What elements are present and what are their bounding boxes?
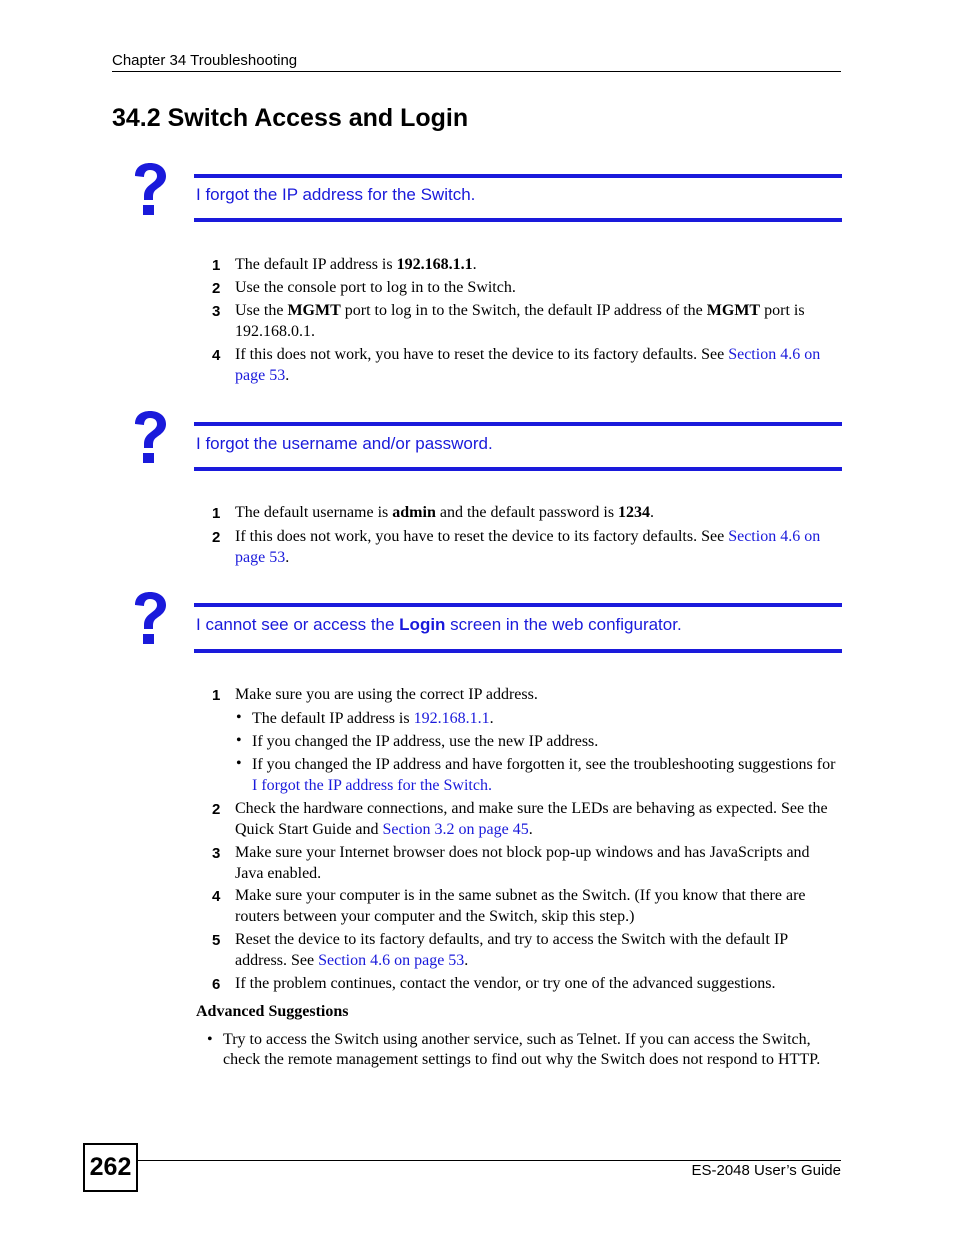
advanced-heading: Advanced Suggestions [196, 1003, 349, 1020]
question-mark-icon [129, 591, 169, 645]
ip-link[interactable]: 192.168.1.1 [413, 710, 490, 727]
step-number: 6 [212, 976, 221, 993]
question-2: I forgot the username and/or password. [196, 434, 493, 453]
q3-bullet-2: If you changed the IP address, use the new IP address. [252, 733, 599, 750]
question-link[interactable]: I forgot the IP address for the Switch. [252, 776, 492, 794]
step-number: 1 [212, 505, 221, 522]
page-number: 262 [83, 1143, 138, 1192]
bullet: • [236, 732, 242, 749]
q1-step-1: The default IP address is 192.168.1.1. [235, 256, 477, 273]
step-number: 1 [212, 257, 221, 274]
q3-step-1: Make sure you are using the correct IP address. [235, 686, 538, 703]
question-1: I forgot the IP address for the Switch. [196, 185, 476, 204]
step-number: 1 [212, 687, 221, 704]
advanced-bullet: Try to access the Switch using another service, such as Telnet. If you can access the Switch, check the remote management settings to find out why the Switch does not respond to HTTP. [223, 1031, 821, 1068]
guide-title: ES-2048 User’s Guide [691, 1162, 841, 1179]
step-number: 2 [212, 801, 221, 818]
q3-bullet-3: If you changed the IP address and have forgotten it, see the troubleshooting suggestions for I forgot the IP address for the Switch. [252, 756, 836, 794]
bullet: • [236, 709, 242, 726]
footer-rule [138, 1160, 841, 1161]
step-number: 2 [212, 280, 221, 297]
question-bar-top [194, 174, 842, 178]
question-bar-top [194, 422, 842, 426]
bullet: • [207, 1031, 213, 1048]
section-link[interactable]: Section 4.6 on page 53 [318, 951, 465, 969]
question-bar-bottom [194, 649, 842, 653]
section-link[interactable]: Section 4.6 on page 53 [235, 346, 821, 384]
q3-step-4: Make sure your computer is in the same subnet as the Switch. (If you know that there are routers between your computer and the Switch, skip this step.) [235, 887, 806, 925]
q1-step-2: Use the console port to log in to the Switch. [235, 279, 516, 296]
question-bar-bottom [194, 218, 842, 222]
step-number: 5 [212, 932, 221, 949]
question-mark-icon [129, 410, 169, 464]
q1-step-4: If this does not work, you have to reset the device to its factory defaults. See Section 4.6 on page 53. [235, 346, 821, 384]
step-number: 3 [212, 845, 221, 862]
bullet: • [236, 755, 242, 772]
step-number: 4 [212, 888, 221, 905]
question-bar-top [194, 603, 842, 607]
section-link[interactable]: Section 4.6 on page 53 [235, 528, 821, 566]
q3-step-5: Reset the device to its factory defaults, and try to access the Switch with the default IP address. See Section 4.6 on page 53. [235, 931, 788, 969]
question-3: I cannot see or access the Login screen in the web configurator. [196, 615, 682, 634]
section-title: 34.2 Switch Access and Login [112, 104, 469, 132]
q2-step-2: If this does not work, you have to reset the device to its factory defaults. See Section 4.6 on page 53. [235, 528, 821, 566]
q2-step-1: The default username is admin and the default password is 1234. [235, 504, 655, 521]
header-rule [112, 71, 841, 72]
chapter-header: Chapter 34 Troubleshooting [112, 52, 298, 69]
step-number: 2 [212, 529, 221, 546]
q3-bullet-1: The default IP address is 192.168.1.1. [252, 710, 494, 727]
q3-step-2: Check the hardware connections, and make sure the LEDs are behaving as expected. See the Quick Start Guide and Section 3.2 on page 45. [235, 800, 828, 838]
question-bar-bottom [194, 467, 842, 471]
q1-step-3: Use the MGMT port to log in to the Switch, the default IP address of the MGMT port is 192.168.0.1. [235, 302, 805, 340]
step-number: 4 [212, 347, 221, 364]
section-link[interactable]: Section 3.2 on page 45 [382, 820, 529, 838]
q3-step-3: Make sure your Internet browser does not block pop-up windows and has JavaScripts and Java enabled. [235, 844, 810, 882]
q3-step-6: If the problem continues, contact the vendor, or try one of the advanced suggestions. [235, 975, 776, 992]
question-mark-icon [129, 162, 169, 216]
step-number: 3 [212, 303, 221, 320]
